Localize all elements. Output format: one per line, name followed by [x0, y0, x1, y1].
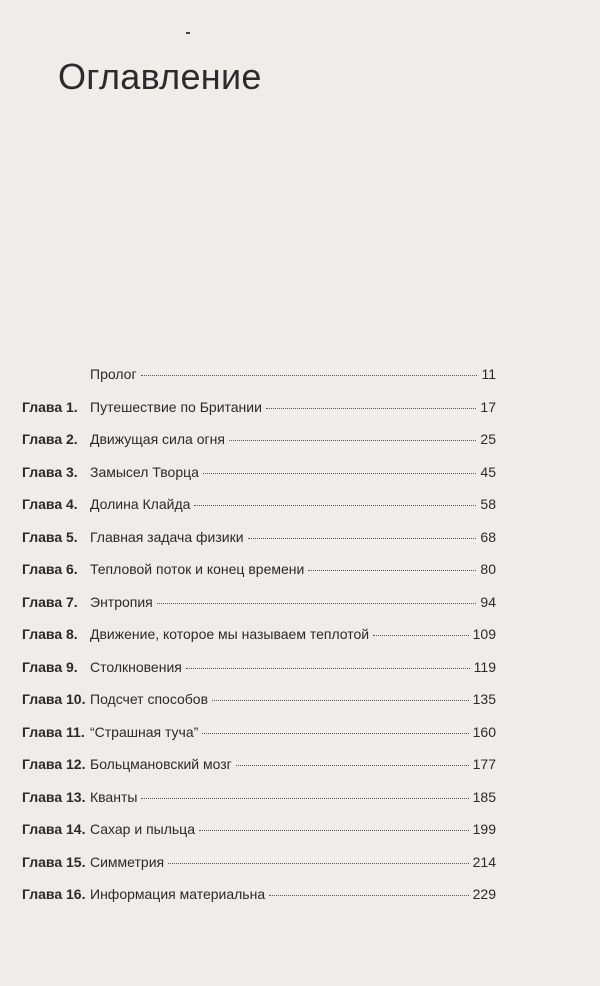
toc-row — [0, 850, 600, 874]
dot-leader — [236, 765, 469, 766]
page-number: 17 — [480, 398, 496, 415]
dot-leader — [203, 473, 477, 474]
toc-row — [0, 817, 600, 841]
chapter-title: Движение, которое мы называем теплотой — [90, 626, 370, 642]
chapter-title: Информация материальна — [90, 886, 266, 902]
page-title: Оглавление — [58, 56, 262, 97]
dot-leader — [157, 603, 477, 604]
dot-leader — [186, 668, 470, 669]
toc-entry — [90, 525, 496, 549]
toc-row — [0, 395, 600, 419]
chapter-number: Глава 16. — [22, 886, 86, 902]
chapter-number: Глава 14. — [22, 821, 86, 837]
chapter-number: Глава 13. — [22, 788, 86, 805]
toc-entry — [90, 817, 496, 841]
chapter-number: Глава 4. — [22, 496, 78, 512]
chapter-title: Замысел Творца — [90, 463, 199, 480]
toc-entry — [90, 752, 496, 776]
toc-row — [0, 720, 600, 744]
toc-entry — [90, 687, 496, 711]
chapter-number: Глава 2. — [22, 431, 78, 447]
toc-row — [0, 460, 600, 484]
dot-leader — [229, 440, 477, 441]
dot-leader — [248, 538, 477, 539]
dot-leader — [168, 863, 469, 864]
dot-leader — [199, 830, 469, 831]
page-number: 58 — [480, 496, 496, 512]
chapter-number: Глава 3. — [22, 463, 78, 480]
chapter-number: Глава 8. — [22, 626, 78, 642]
chapter-title: Пролог — [90, 366, 137, 382]
page-number: 214 — [472, 853, 496, 870]
toc-row — [0, 882, 600, 906]
chapter-title: Симметрия — [90, 853, 165, 870]
print-mark — [186, 32, 190, 34]
toc-row — [0, 557, 600, 581]
toc-row — [0, 362, 600, 386]
dot-leader — [141, 375, 478, 376]
chapter-number: Глава 15. — [22, 853, 86, 870]
page-number: 119 — [473, 658, 496, 675]
page-number: 11 — [481, 366, 496, 382]
toc-row — [0, 590, 600, 614]
toc-entry — [90, 882, 496, 906]
chapter-title: Сахар и пыльца — [90, 821, 195, 837]
toc-entry — [90, 460, 496, 484]
dot-leader — [212, 700, 469, 701]
chapter-number: Глава 9. — [22, 658, 78, 675]
chapter-title: Кванты — [90, 788, 138, 805]
toc-row — [0, 655, 600, 679]
chapter-number: Глава 12. — [22, 756, 86, 772]
chapter-title: Энтропия — [90, 593, 153, 610]
page-number: 229 — [472, 886, 496, 902]
chapter-number: Глава 10. — [22, 691, 86, 707]
toc-entry — [90, 850, 496, 874]
toc-entry — [90, 557, 496, 581]
chapter-title: Больцмановский мозг — [90, 756, 232, 772]
page-number: 199 — [472, 821, 496, 837]
toc-row — [0, 525, 600, 549]
page-number: 160 — [472, 723, 496, 740]
toc-entry — [90, 655, 496, 679]
toc-entry — [90, 395, 496, 419]
chapter-title: Столкновения — [90, 658, 182, 675]
chapter-title: Главная задача физики — [90, 528, 244, 545]
toc-row — [0, 687, 600, 711]
dot-leader — [373, 635, 469, 636]
toc-entry — [90, 622, 496, 646]
toc-entry — [90, 720, 496, 744]
chapter-title: “Страшная туча” — [90, 723, 199, 740]
page-number: 185 — [472, 788, 496, 805]
chapter-title: Тепловой поток и конец времени — [90, 561, 305, 577]
chapter-title: Движущая сила огня — [90, 431, 225, 447]
page-number: 135 — [472, 691, 496, 707]
toc-row — [0, 492, 600, 516]
page-number: 177 — [472, 756, 496, 772]
page-number: 80 — [480, 561, 496, 577]
toc-row — [0, 427, 600, 451]
chapter-number: Глава 7. — [22, 593, 78, 610]
chapter-title: Путешествие по Британии — [90, 398, 262, 415]
dot-leader — [141, 798, 468, 799]
toc-row — [0, 752, 600, 776]
page-number: 25 — [480, 431, 496, 447]
chapter-number: Глава 5. — [22, 528, 78, 545]
chapter-number: Глава 11. — [22, 723, 85, 740]
chapter-title: Долина Клайда — [90, 496, 191, 512]
toc-entry — [90, 492, 496, 516]
page-number: 94 — [480, 593, 496, 610]
toc-row — [0, 622, 600, 646]
toc-entry — [90, 362, 496, 386]
page-number: 68 — [480, 528, 496, 545]
toc-row — [0, 785, 600, 809]
dot-leader — [202, 733, 468, 734]
toc-entry — [90, 590, 496, 614]
dot-leader — [194, 505, 476, 506]
dot-leader — [308, 570, 476, 571]
dot-leader — [266, 408, 476, 409]
chapter-title: Подсчет способов — [90, 691, 209, 707]
dot-leader — [269, 895, 469, 896]
page-number: 45 — [480, 463, 496, 480]
toc-entry — [90, 785, 496, 809]
chapter-number: Глава 1. — [22, 398, 78, 415]
page-number: 109 — [472, 626, 496, 642]
toc-entry — [90, 427, 496, 451]
chapter-number: Глава 6. — [22, 561, 78, 577]
